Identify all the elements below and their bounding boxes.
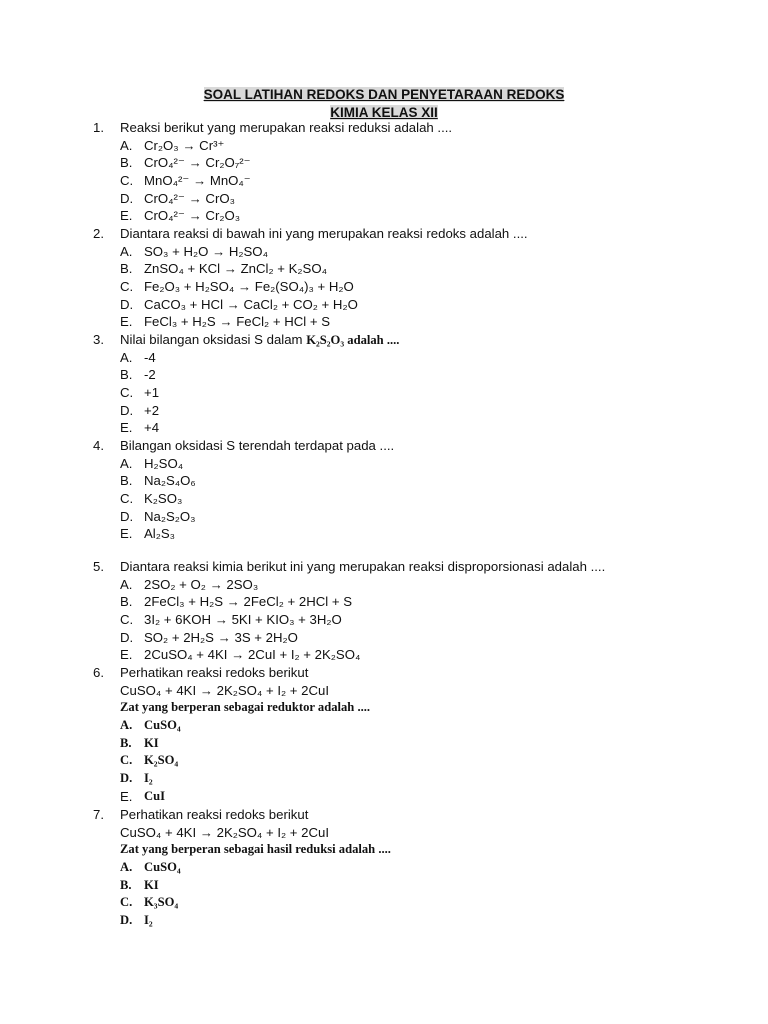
question-4 bbox=[0, 437, 768, 543]
option-a: A. Cr₂O₃ → Cr³⁺ bbox=[120, 137, 225, 153]
option-c: C. +1 bbox=[120, 385, 160, 401]
question-number: 3. bbox=[93, 332, 104, 347]
option-e: E. CrO₄²⁻ → Cr₂O₃ bbox=[120, 208, 241, 224]
question-7 bbox=[0, 806, 768, 930]
option-d: D. Na₂S₂O₃ bbox=[120, 508, 196, 524]
option-a: A. SO₃ + H₂O → H₂SO₄ bbox=[120, 243, 268, 259]
option-c: C. K₂SO₃ bbox=[120, 491, 183, 507]
worksheet-subtitle: KIMIA KELAS XII bbox=[330, 105, 438, 120]
question-1 bbox=[0, 119, 768, 225]
option-e: E. +4 bbox=[120, 420, 160, 436]
question-3 bbox=[0, 331, 768, 437]
option-a: A. CuSO₄ bbox=[120, 718, 181, 733]
option-b: B. Na₂S₄O₆ bbox=[120, 473, 196, 489]
worksheet-title: SOAL LATIHAN REDOKS DAN PENYETARAAN REDOKS bbox=[203, 87, 565, 102]
option-c: C. 3I₂ + 6KOH → 5KI + KIO₃ + 3H₂O bbox=[120, 612, 342, 628]
question-stem: Perhatikan reaksi redoks berikut bbox=[120, 665, 309, 680]
question-6 bbox=[0, 664, 768, 806]
option-e: E. CuI bbox=[120, 788, 165, 804]
reaction-equation: CuSO₄ + 4KI → 2K₂SO₄ + I₂ + 2CuI bbox=[120, 682, 330, 698]
option-c: C. K₃SO₄ bbox=[120, 895, 179, 910]
option-b: B. KI bbox=[120, 877, 159, 892]
question-stem: Diantara reaksi kimia berikut ini yang merupakan reaksi disproporsionasi adalah .... bbox=[120, 559, 606, 574]
question-stem: Bilangan oksidasi S terendah terdapat pada .... bbox=[120, 438, 395, 453]
option-d: D. I₂ bbox=[120, 913, 153, 928]
question-number: 1. bbox=[93, 120, 104, 135]
option-b: B. ZnSO₄ + KCl → ZnCl₂ + K₂SO₄ bbox=[120, 261, 327, 277]
option-b: B. 2FeCl₃ + H₂S → 2FeCl₂ + 2HCl + S bbox=[120, 594, 352, 610]
option-a: A. H₂SO₄ bbox=[120, 455, 184, 471]
option-a: A. CuSO₄ bbox=[120, 860, 181, 875]
option-d: D. CrO₄²⁻ → CrO₃ bbox=[120, 190, 235, 206]
option-b: B. -2 bbox=[120, 367, 156, 383]
question-number: 5. bbox=[93, 559, 104, 574]
question-prompt: Zat yang berperan sebagai reduktor adalah .... bbox=[120, 700, 371, 715]
question-number: 2. bbox=[93, 226, 104, 241]
option-d: D. +2 bbox=[120, 402, 160, 418]
option-d: D. CaCO₃ + HCl → CaCl₂ + CO₂ + H₂O bbox=[120, 296, 358, 312]
question-2 bbox=[0, 225, 768, 331]
question-stem: Perhatikan reaksi redoks berikut bbox=[120, 807, 309, 822]
option-a: A. 2SO₂ + O₂ → 2SO₃ bbox=[120, 576, 259, 592]
option-a: A. -4 bbox=[120, 349, 156, 365]
question-5 bbox=[0, 558, 768, 664]
option-c: C. MnO₄²⁻ → MnO₄⁻ bbox=[120, 173, 251, 189]
question-number: 7. bbox=[93, 807, 104, 822]
question-stem: Reaksi berikut yang merupakan reaksi reduksi adalah .... bbox=[120, 120, 453, 135]
option-e: E. Al₂S₃ bbox=[120, 526, 176, 542]
reaction-equation: CuSO₄ + 4KI → 2K₂SO₄ + I₂ + 2CuI bbox=[120, 824, 330, 840]
option-c: C. Fe₂O₃ + H₂SO₄ → Fe₂(SO₄)₃ + H₂O bbox=[120, 279, 354, 295]
option-c: C. K₂SO₄ bbox=[120, 753, 179, 768]
question-stem: Diantara reaksi di bawah ini yang merupakan reaksi redoks adalah .... bbox=[120, 226, 528, 241]
question-stem: Nilai bilangan oksidasi S dalam K₂S₂O₃ adalah .... bbox=[120, 332, 400, 347]
question-number: 6. bbox=[93, 665, 104, 680]
option-d: D. SO₂ + 2H₂S → 3S + 2H₂O bbox=[120, 629, 298, 645]
option-e: E. 2CuSO₄ + 4KI → 2CuI + I₂ + 2K₂SO₄ bbox=[120, 647, 361, 663]
option-b: B. CrO₄²⁻ → Cr₂O₇²⁻ bbox=[120, 155, 251, 171]
option-b: B. KI bbox=[120, 735, 159, 750]
question-number: 4. bbox=[93, 438, 104, 453]
option-e: E. FeCl₃ + H₂S → FeCl₂ + HCl + S bbox=[120, 314, 330, 330]
question-prompt: Zat yang berperan sebagai hasil reduksi adalah .... bbox=[120, 842, 391, 857]
option-d: D. I₂ bbox=[120, 771, 153, 786]
